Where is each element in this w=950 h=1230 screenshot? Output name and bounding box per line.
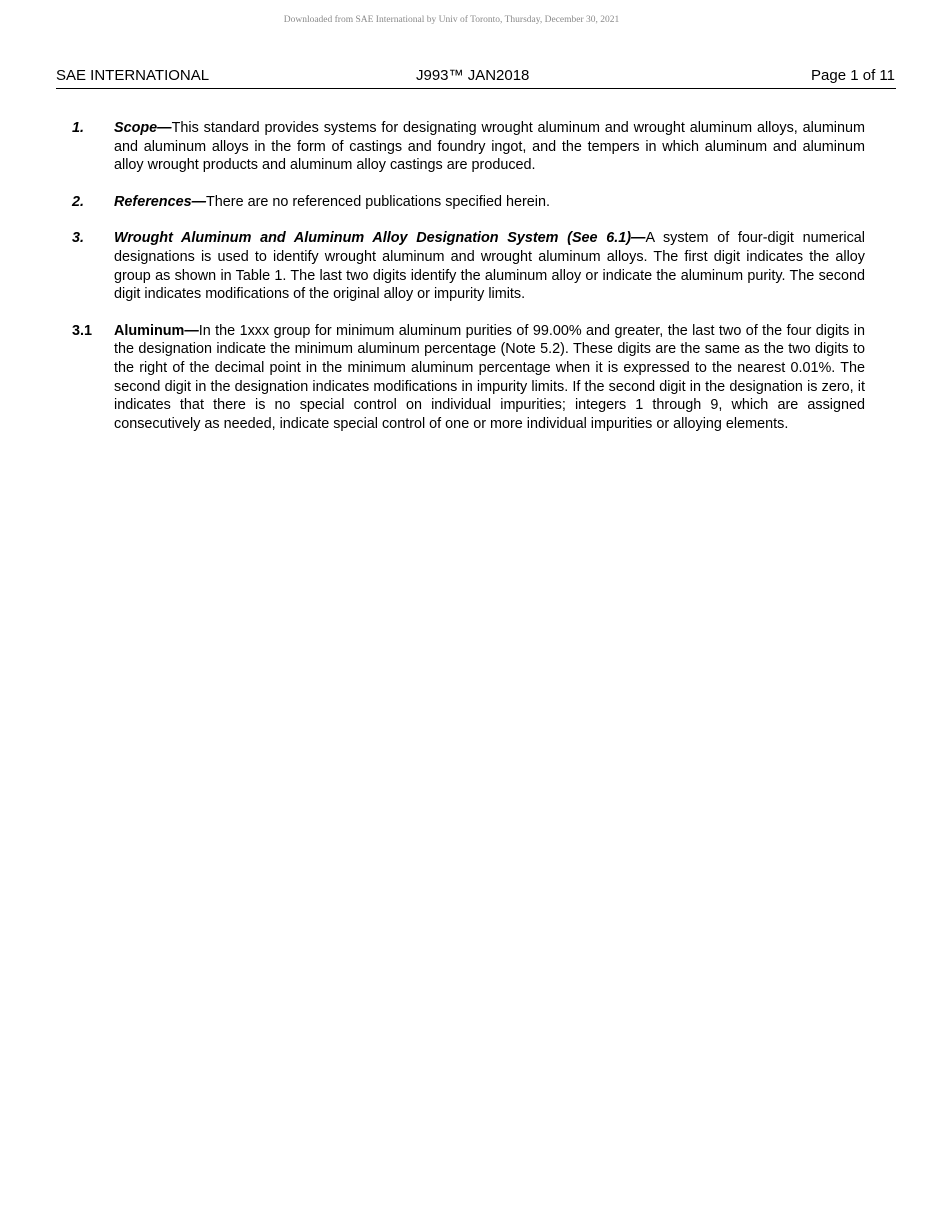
section-heading: Wrought Aluminum and Aluminum Alloy Designation System (See 6.1)— — [114, 230, 646, 247]
section-body — [114, 119, 865, 175]
page-header — [56, 66, 896, 89]
section-heading: Scope— — [114, 120, 172, 136]
section-body — [114, 229, 865, 303]
section-body — [114, 193, 865, 212]
document-code: J993™ JAN2018 — [416, 67, 530, 84]
section-scope — [72, 119, 865, 175]
section-designation-system — [72, 229, 865, 303]
section-number: 3. — [72, 230, 85, 247]
section-text: There are no referenced publications specified herein. — [206, 193, 550, 210]
section-heading: References— — [114, 193, 206, 210]
section-aluminum — [72, 322, 865, 434]
section-text: This standard provides systems for designating wrought aluminum and wrought aluminum alloys, aluminum and aluminum alloys in the form of castings and foundry ingot, and the tempers in which aluminum and aluminum alloy wrought products and aluminum alloy castings are produced. — [114, 120, 865, 174]
document-body — [72, 119, 865, 451]
download-notice: Downloaded from SAE International by Univ of Toronto, Thursday, December 30, 2021 — [283, 15, 620, 25]
section-number: 2. — [72, 193, 85, 210]
page-number: Page 1 of 11 — [811, 67, 895, 84]
section-body — [114, 322, 865, 434]
section-heading: Aluminum— — [114, 322, 199, 339]
section-number: 3.1 — [72, 322, 93, 339]
organization-name: SAE INTERNATIONAL — [56, 67, 210, 84]
section-number: 1. — [72, 120, 85, 136]
section-text: In the 1xxx group for minimum aluminum purities of 99.00% and greater, the last two of the four digits in the designation indicate the minimum aluminum percentage (Note 5.2). These digits are the same as the two digits to the right of the decimal point in the minimum aluminum percentage when it is expressed to the nearest 0.01%. The second digit in the designation indicates modifications in impurity limits. If the second digit in the designation is zero, it indicates that there is no special control on individual impurities; integers 1 through 9, which are assigned consecutively as needed, indicate special control of one or more individual impurities or alloying elements. — [114, 322, 865, 432]
section-text: A system of four-digit numerical designations is used to identify wrought aluminum and wrought aluminum alloys. The first digit indicates the alloy group as shown in Table 1. The last two digits identify the aluminum alloy or indicate the aluminum purity. The second digit indicates modifications of the original alloy or impurity limits. — [114, 230, 865, 303]
section-references — [72, 193, 865, 212]
